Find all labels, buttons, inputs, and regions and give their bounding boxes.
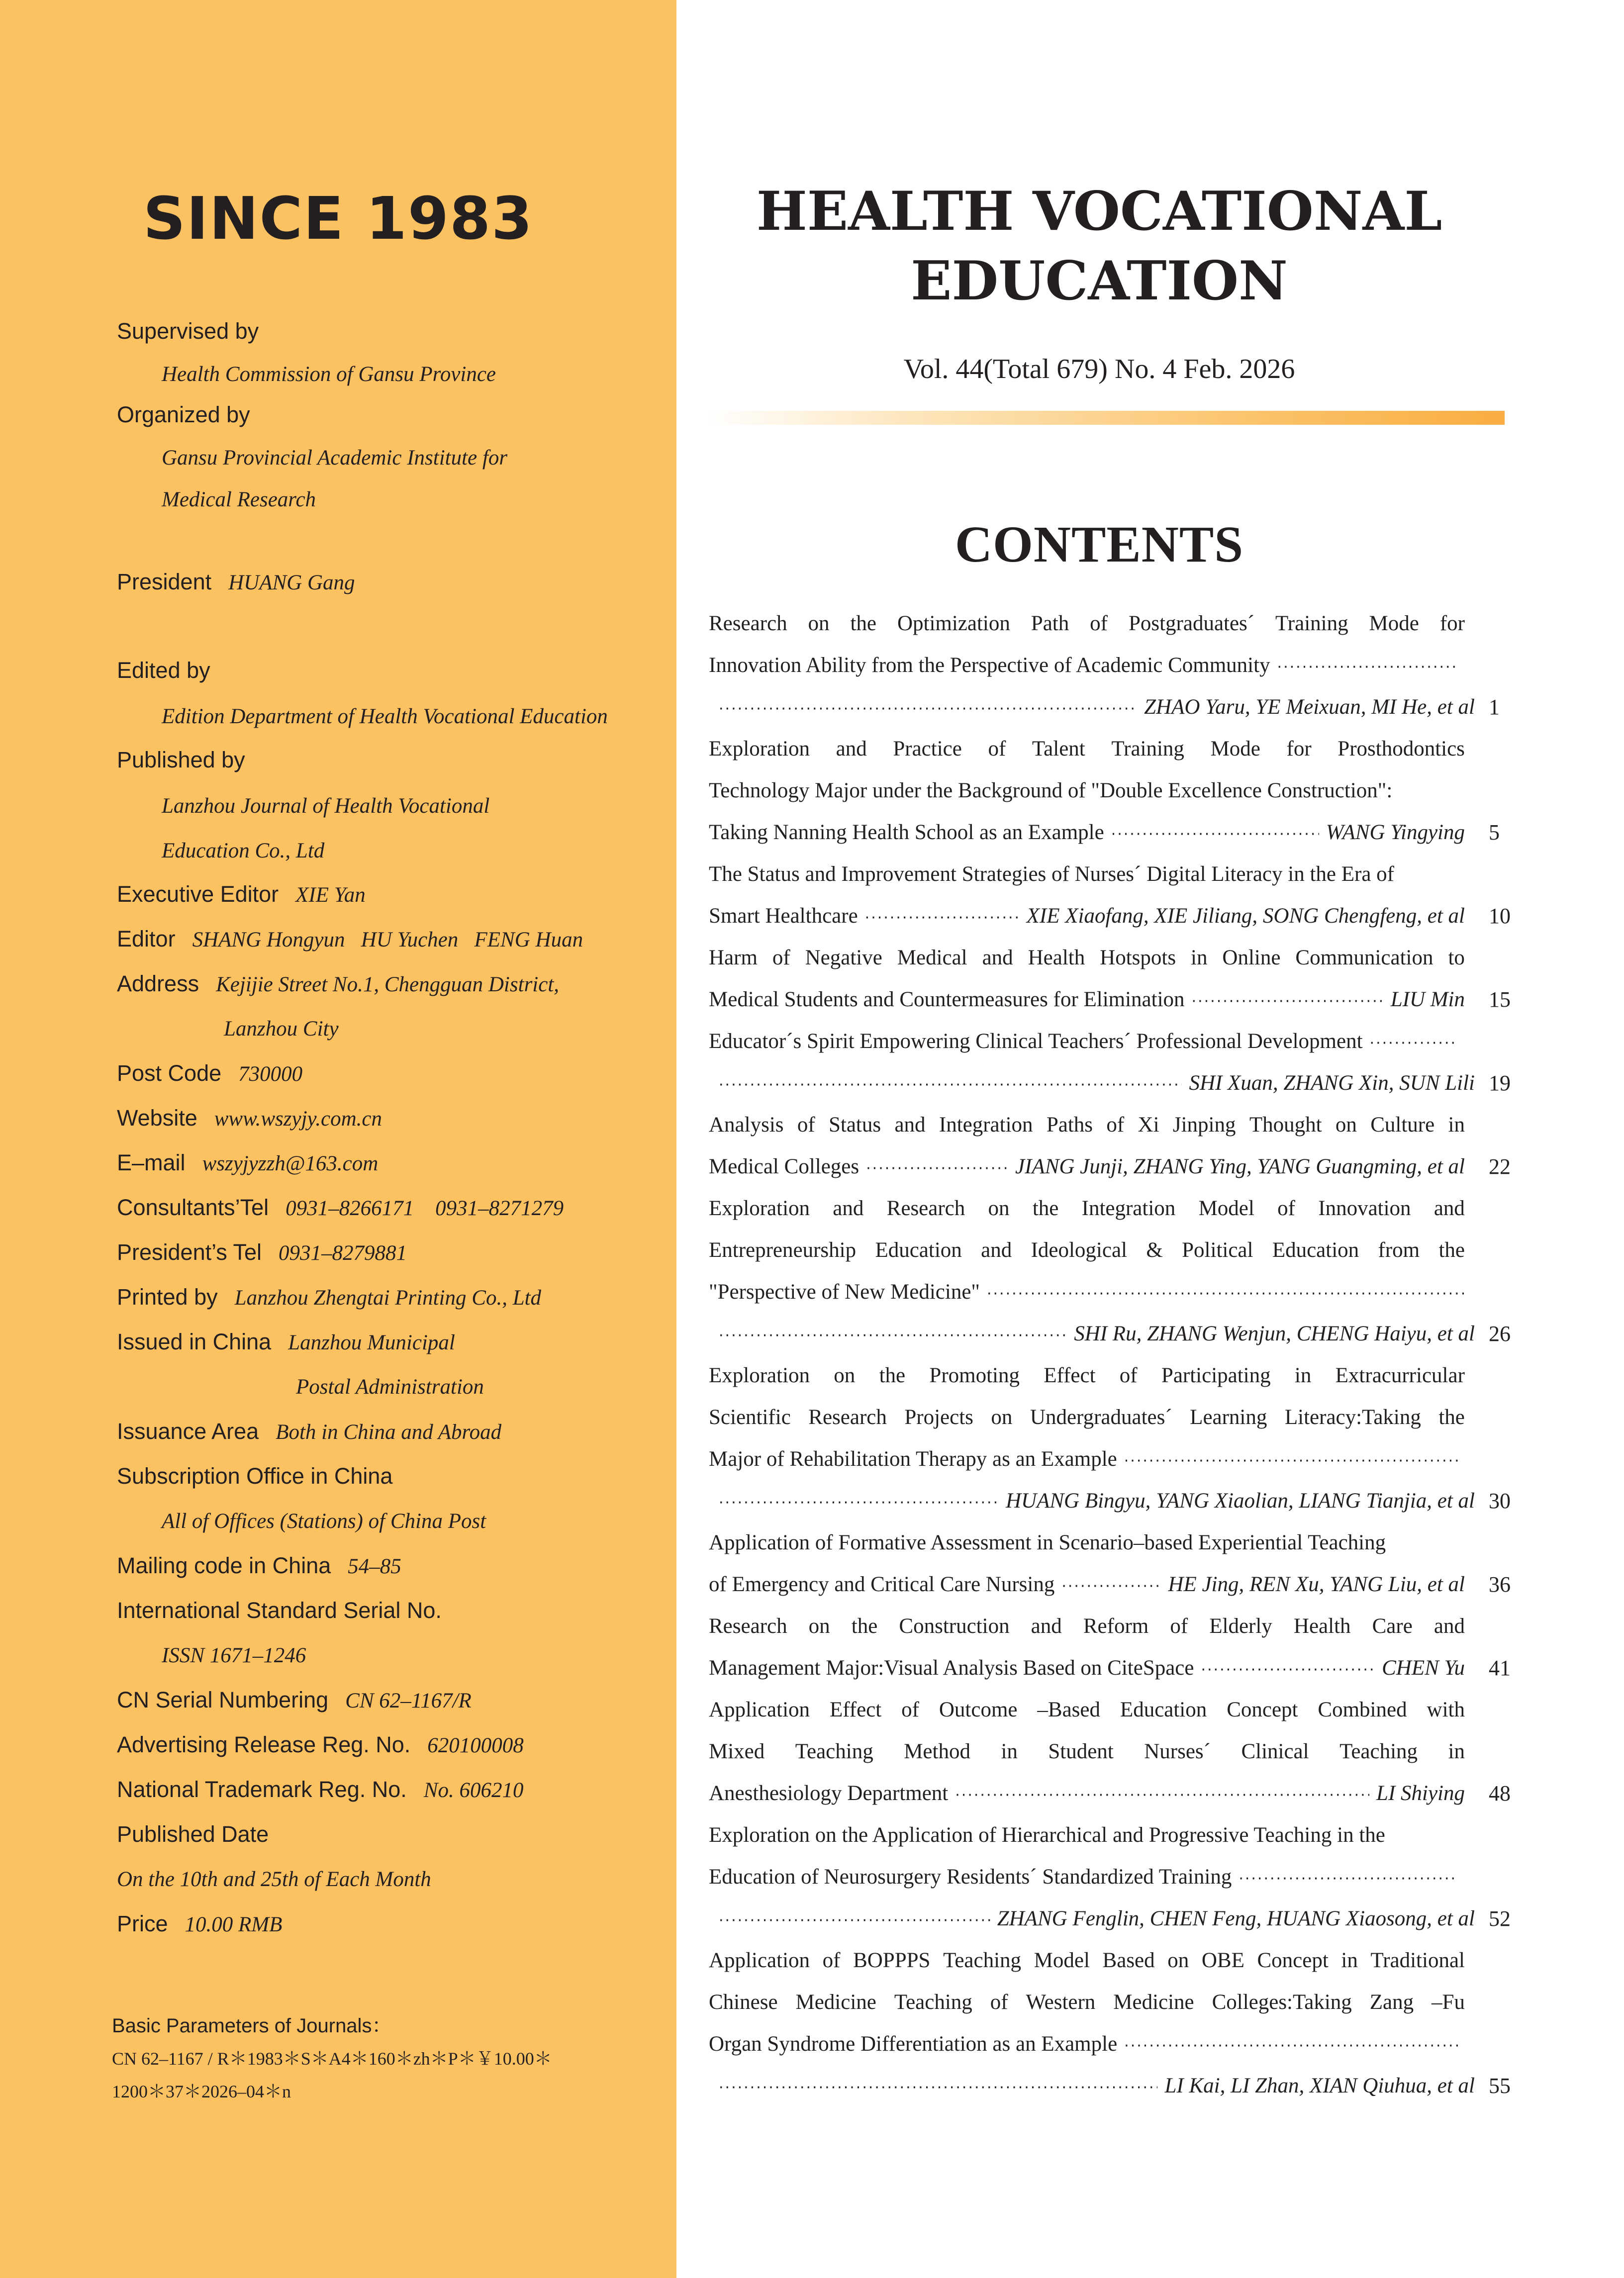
issn-label: International Standard Serial No. xyxy=(117,1598,442,1623)
issuance-area-label: Issuance Area Both in China and Abroad xyxy=(117,1419,502,1444)
params-line-2: 1200＊37＊2026–04＊n xyxy=(112,2082,291,2101)
toc-title-line-1: Exploration on the Application of Hierarchical and Progressive Teaching in the xyxy=(709,1823,1385,1847)
journal-parameters xyxy=(112,2009,552,2108)
toc-word: of xyxy=(990,1991,1008,2014)
toc-page: 26 xyxy=(1489,1322,1511,1346)
toc-word: on xyxy=(834,1364,856,1387)
toc-word: Mode xyxy=(1369,612,1419,635)
presidents-tel-value: 0931–8279881 xyxy=(279,1241,407,1265)
leader-dots xyxy=(865,897,1020,939)
printed-by-label: Printed by Lanzhou Zhengtai Printing Co., Ltd xyxy=(117,1284,542,1310)
subscription-value: All of Offices (Stations) of China Post xyxy=(162,1510,486,1533)
toc-word: Education xyxy=(1272,1238,1359,1262)
toc-page: 30 xyxy=(1489,1489,1511,1513)
contents-heading: CONTENTS xyxy=(955,516,1244,573)
toc-title-line-2: Smart Healthcare xyxy=(709,904,858,928)
toc-word: Teaching xyxy=(795,1740,873,1763)
toc-word: and xyxy=(1031,1614,1062,1638)
toc-word: the xyxy=(851,1614,878,1638)
toc-word: Concept xyxy=(1257,1949,1329,1972)
presidents-tel-label: President’s Tel 0931–8279881 xyxy=(117,1239,407,1265)
journal-title xyxy=(676,177,1522,316)
toc-line xyxy=(709,812,1500,854)
toc-page: 55 xyxy=(1489,2074,1511,2098)
toc-word: BOPPPS xyxy=(853,1949,931,1972)
toc-word: Application xyxy=(709,1698,810,1721)
toc-word: the xyxy=(850,612,876,635)
toc-word: and xyxy=(836,737,867,760)
toc-word: Western xyxy=(1026,1991,1096,2014)
toc-page: 10 xyxy=(1489,904,1511,928)
toc-page: 48 xyxy=(1489,1781,1511,1805)
toc-word: Exploration xyxy=(709,737,810,760)
leader-dots xyxy=(866,1148,1008,1190)
toc-word: and xyxy=(894,1113,926,1137)
address-value-1: Kejijie Street No.1, Chengguan District, xyxy=(216,973,560,996)
toc-word: to xyxy=(1448,946,1465,969)
published-by-label: Published by xyxy=(117,747,245,772)
toc-word: Status xyxy=(828,1113,881,1137)
toc-word: Teaching xyxy=(943,1949,1022,1972)
toc-word: Participating xyxy=(1161,1364,1271,1387)
toc-line xyxy=(709,1146,1511,1188)
toc-word: and xyxy=(981,1238,1012,1262)
toc-word: Literacy:Taking xyxy=(1284,1406,1421,1429)
published-by-value-2: Education Co., Ltd xyxy=(162,839,325,862)
toc-page: 1 xyxy=(1489,695,1500,719)
toc-word: Effect xyxy=(1044,1364,1096,1387)
toc-word: Research xyxy=(886,1197,965,1220)
toc-title-line-3: "Perspective of New Medicine" xyxy=(709,1280,980,1304)
toc-word: –Based xyxy=(1037,1698,1100,1721)
toc-authors: ZHAO Yaru, YE Meixuan, MI He, et al xyxy=(1144,695,1475,719)
toc-word: Teaching xyxy=(1339,1740,1418,1763)
toc-page: 52 xyxy=(1489,1906,1511,1931)
toc-line xyxy=(709,1940,1465,1982)
issuance-area-value: Both in China and Abroad xyxy=(276,1421,502,1444)
toc-page: 19 xyxy=(1489,1071,1511,1095)
toc-title-line-2: of Emergency and Critical Care Nursing xyxy=(709,1573,1055,1596)
trademark-label: National Trademark Reg. No. No. 606210 xyxy=(117,1777,524,1802)
toc-title-line-3: Taking Nanning Health School as an Example xyxy=(709,821,1104,844)
printed-by-value: Lanzhou Zhengtai Printing Co., Ltd xyxy=(234,1286,542,1310)
toc-word: Model xyxy=(1198,1197,1254,1220)
toc-title-line-1: Educator´s Spirit Empowering Clinical Teachers´ Professional Development xyxy=(709,1030,1363,1053)
toc-word: Culture xyxy=(1370,1113,1435,1137)
toc-word: in xyxy=(1294,1364,1312,1387)
toc-word: Communication xyxy=(1295,946,1433,969)
toc-word: –Fu xyxy=(1432,1991,1465,2014)
toc-word: Integration xyxy=(939,1113,1033,1137)
toc-line xyxy=(709,937,1465,979)
toc-line xyxy=(709,1313,1511,1355)
toc-word: Combined xyxy=(1318,1698,1407,1721)
toc-word: and xyxy=(833,1197,864,1220)
consultants-tel-label: Consultants’Tel 0931–8266171 0931–8271279 xyxy=(117,1195,564,1220)
supervised-by-value: Health Commission of Gansu Province xyxy=(162,363,496,386)
leader-dots xyxy=(719,2067,1157,2109)
cn-value: CN 62–1167/R xyxy=(345,1689,472,1712)
toc-word: Health xyxy=(1028,946,1085,969)
toc-authors: HUANG Bingyu, YANG Xiaolian, LIANG Tianjia, et al xyxy=(1005,1489,1475,1513)
organized-by-value-1: Gansu Provincial Academic Institute for xyxy=(162,446,508,470)
toc-word: on xyxy=(1335,1113,1357,1137)
toc-word: Care xyxy=(1372,1614,1413,1638)
toc-word: of xyxy=(1090,612,1108,635)
toc-page: 15 xyxy=(1489,987,1511,1012)
toc-word: and xyxy=(1433,1614,1465,1638)
toc-word: Nurses´ xyxy=(1144,1740,1211,1763)
trademark-value: No. 606210 xyxy=(423,1779,524,1802)
toc-word: Undergraduates´ xyxy=(1030,1406,1172,1429)
leader-dots xyxy=(719,1315,1067,1357)
toc-word: Health xyxy=(1293,1614,1351,1638)
toc-word: Extracurricular xyxy=(1335,1364,1465,1387)
toc-word: Postgraduates´ xyxy=(1128,612,1255,635)
supervised-by-label: Supervised by xyxy=(117,318,259,344)
leader-dots xyxy=(1277,647,1458,688)
toc-line xyxy=(709,1522,1505,1564)
toc-word: Concept xyxy=(1227,1698,1298,1721)
toc-page: 36 xyxy=(1489,1572,1511,1597)
toc-word: Method xyxy=(904,1740,970,1763)
cn-label: CN Serial Numbering CN 62–1167/R xyxy=(117,1687,472,1712)
toc-word: Training xyxy=(1275,612,1348,635)
toc-word: Jinping xyxy=(1172,1113,1236,1137)
toc-word: Xi xyxy=(1138,1113,1159,1137)
toc-word: Practice xyxy=(893,737,962,760)
toc-line xyxy=(709,1188,1465,1230)
toc-word: Entrepreneurship xyxy=(709,1238,857,1262)
toc-word: in xyxy=(1191,946,1208,969)
toc-word: Colleges:Taking xyxy=(1212,1991,1352,2014)
email-label: E–mail wszyjyzzh@163.com xyxy=(117,1150,379,1175)
toc-word: Reform xyxy=(1083,1614,1149,1638)
advertising-label: Advertising Release Reg. No. 620100008 xyxy=(117,1732,524,1757)
toc-line xyxy=(709,1438,1465,1480)
editor-value: SHANG Hongyun HU Yuchen FENG Huan xyxy=(192,928,583,951)
toc-word: in xyxy=(1448,1113,1465,1137)
journal-title-line-1: HEALTH VOCATIONAL xyxy=(756,180,1442,243)
toc-line xyxy=(709,1062,1511,1104)
toc-word: Learning xyxy=(1190,1406,1267,1429)
toc-line xyxy=(709,1731,1465,1773)
address-label: Address Kejijie Street No.1, Chengguan District, xyxy=(117,971,560,996)
toc-line xyxy=(709,2023,1465,2065)
toc-authors: HE Jing, REN Xu, YANG Liu, et al xyxy=(1168,1573,1465,1596)
toc-word: of xyxy=(1170,1614,1188,1638)
published-date-value: On the 10th and 25th of Each Month xyxy=(117,1868,431,1891)
issued-value-2: Postal Administration xyxy=(296,1375,484,1399)
toc-word: Effect xyxy=(829,1698,882,1721)
toc-word: Education xyxy=(875,1238,962,1262)
president-label: President HUANG Gang xyxy=(117,569,355,594)
toc-word: Research xyxy=(709,612,787,635)
toc-word: Chinese xyxy=(709,1991,778,2014)
toc-authors: LI Kai, LI Zhan, XIAN Qiuhua, et al xyxy=(1164,2074,1475,2097)
toc-line xyxy=(709,1564,1511,1606)
toc-word: the xyxy=(1032,1197,1059,1220)
params-line-1: CN 62–1167 / R＊1983＊S＊A4＊160＊zh＊P＊￥10.00＊ xyxy=(112,2049,552,2069)
leader-dots xyxy=(955,1775,1369,1816)
toc-word: Mixed xyxy=(709,1740,765,1763)
toc-authors: SHI Ru, ZHANG Wenjun, CHENG Haiyu, et al xyxy=(1074,1322,1475,1345)
toc-word: Hotspots xyxy=(1100,946,1176,969)
toc-line xyxy=(709,1480,1511,1522)
mailing-code-label: Mailing code in China 54–85 xyxy=(117,1553,401,1578)
leader-dots xyxy=(1201,1649,1375,1691)
price-value: 10.00 RMB xyxy=(185,1913,283,1936)
leader-dots xyxy=(719,1482,999,1524)
toc-line xyxy=(709,1021,1465,1062)
masthead-info xyxy=(0,0,676,2278)
toc-title-line-1: The Status and Improvement Strategies of Nurses´ Digital Literacy in the Era of xyxy=(709,862,1394,886)
toc-line xyxy=(709,854,1505,895)
toc-word: Scientific xyxy=(709,1406,791,1429)
edited-by-value: Edition Department of Health Vocational Education xyxy=(162,705,608,728)
toc-word: on xyxy=(808,1614,830,1638)
executive-editor-value: XIE Yan xyxy=(295,883,366,907)
leader-dots xyxy=(987,1273,1465,1315)
toc-word: of xyxy=(988,737,1006,760)
toc-word: of xyxy=(1277,1197,1295,1220)
leader-dots xyxy=(1370,1023,1458,1064)
toc-word: Integration xyxy=(1081,1197,1176,1220)
published-by-value-1: Lanzhou Journal of Health Vocational xyxy=(162,794,490,818)
toc-word: Outcome xyxy=(939,1698,1018,1721)
consultants-tel-value: 0931–8266171 0931–8271279 xyxy=(286,1197,564,1220)
toc-word: of xyxy=(772,946,790,969)
toc-line xyxy=(709,1606,1465,1647)
toc-word: Promoting xyxy=(929,1364,1020,1387)
toc-word: Construction xyxy=(899,1614,1010,1638)
toc-word: Talent xyxy=(1032,737,1085,760)
toc-word: in xyxy=(1001,1740,1018,1763)
toc-word: OBE xyxy=(1201,1949,1244,1972)
toc-word: the xyxy=(1438,1238,1465,1262)
toc-word: Paths xyxy=(1046,1113,1093,1137)
toc-word: Mode xyxy=(1210,737,1260,760)
toc-word: Application xyxy=(709,1949,810,1972)
post-code-value: 730000 xyxy=(238,1062,303,1086)
toc-line xyxy=(709,686,1500,728)
toc-line xyxy=(709,1856,1465,1898)
toc-word: Negative xyxy=(805,946,882,969)
toc-title-line-2: Management Major:Visual Analysis Based on CiteSpace xyxy=(709,1656,1194,1680)
toc-line xyxy=(709,895,1511,937)
toc-word: Clinical xyxy=(1241,1740,1309,1763)
toc-title-line-3: Major of Rehabilitation Therapy as an Example xyxy=(709,1447,1117,1471)
gradient-divider xyxy=(709,411,1505,425)
toc-word: on xyxy=(1167,1949,1189,1972)
toc-authors: ZHANG Fenglin, CHEN Feng, HUANG Xiaosong, et al xyxy=(997,1907,1475,1930)
editor-label: Editor SHANG Hongyun HU Yuchen FENG Huan xyxy=(117,926,583,951)
toc-line xyxy=(709,728,1465,770)
toc-word: in xyxy=(1341,1949,1358,1972)
toc-authors: SHI Xuan, ZHANG Xin, SUN Lili xyxy=(1189,1071,1475,1095)
issued-value-1: Lanzhou Municipal xyxy=(288,1331,455,1354)
toc-word: Optimization xyxy=(897,612,1010,635)
toc-word: Path xyxy=(1031,612,1069,635)
toc-word: Model xyxy=(1034,1949,1090,1972)
toc-page: 41 xyxy=(1489,1656,1511,1680)
journal-title-line-2: EDUCATION xyxy=(911,250,1288,312)
toc-word: Research xyxy=(808,1406,887,1429)
toc-word: from xyxy=(1378,1238,1420,1262)
toc-word: & xyxy=(1146,1238,1163,1262)
toc-title-line-2: Education of Neurosurgery Residents´ Standardized Training xyxy=(709,1865,1232,1889)
toc-title-line-1: Application of Formative Assessment in Scenario–based Experiential Teaching xyxy=(709,1531,1386,1554)
volume-info: Vol. 44(Total 679) No. 4 Feb. 2026 xyxy=(903,354,1295,384)
leader-dots xyxy=(1111,814,1319,855)
toc-line xyxy=(709,645,1465,686)
toc-authors: LI Shiying xyxy=(1376,1782,1465,1805)
toc-word: Zang xyxy=(1369,1991,1414,2014)
toc-authors: CHEN Yu xyxy=(1382,1656,1465,1680)
toc-word: and xyxy=(1433,1197,1465,1220)
toc-word: Exploration xyxy=(709,1364,810,1387)
toc-authors: JIANG Junji, ZHANG Ying, YANG Guangming, et al xyxy=(1015,1155,1465,1178)
toc-word: on xyxy=(988,1197,1010,1220)
toc-word: on xyxy=(808,612,830,635)
leader-dots xyxy=(1239,1858,1458,1900)
leader-dots xyxy=(1124,2025,1458,2067)
toc-word: Projects xyxy=(904,1406,973,1429)
toc-line xyxy=(709,1773,1511,1814)
toc-line xyxy=(709,1104,1465,1146)
toc-word: of xyxy=(822,1949,841,1972)
toc-word: Political xyxy=(1182,1238,1253,1262)
toc-authors: XIE Xiaofang, XIE Jiliang, SONG Chengfeng, et al xyxy=(1026,904,1465,928)
website-value: www.wszyjy.com.cn xyxy=(214,1107,382,1131)
toc-authors: LIU Min xyxy=(1390,988,1465,1011)
toc-title-line-2: Medical Students and Countermeasures for Elimination xyxy=(709,988,1185,1011)
post-code-label: Post Code 730000 xyxy=(117,1060,303,1086)
toc-line xyxy=(709,1689,1465,1731)
leader-dots xyxy=(1061,1566,1161,1608)
table-of-contents xyxy=(709,603,1511,2107)
toc-line xyxy=(709,1397,1465,1438)
website-label: Website www.wszyjy.com.cn xyxy=(117,1105,382,1131)
executive-editor-label: Executive Editor XIE Yan xyxy=(117,881,366,907)
toc-word: the xyxy=(1438,1406,1465,1429)
toc-line xyxy=(709,979,1511,1021)
toc-word: Based xyxy=(1102,1949,1155,1972)
toc-line xyxy=(709,1355,1465,1397)
toc-title-line-3: Organ Syndrome Differentiation as an Example xyxy=(709,2032,1118,2056)
toc-word: with xyxy=(1427,1698,1465,1721)
toc-title-line-2: Technology Major under the Background of "Double Excellence Construction": xyxy=(709,779,1393,802)
advertising-value: 620100008 xyxy=(427,1734,524,1757)
toc-word: of xyxy=(1119,1364,1138,1387)
toc-word: Exploration xyxy=(709,1197,810,1220)
toc-line xyxy=(709,1230,1465,1271)
toc-word: in xyxy=(1448,1740,1465,1763)
toc-page: 5 xyxy=(1489,820,1500,845)
toc-line xyxy=(709,770,1505,812)
issued-label: Issued in China Lanzhou Municipal xyxy=(117,1329,455,1354)
toc-word: Medical xyxy=(897,946,967,969)
toc-word: the xyxy=(879,1364,906,1387)
toc-word: Education xyxy=(1120,1698,1207,1721)
subscription-label: Subscription Office in China xyxy=(117,1463,393,1489)
toc-word: Student xyxy=(1048,1740,1114,1763)
toc-title-line-3: Anesthesiology Department xyxy=(709,1782,949,1805)
leader-dots xyxy=(1192,981,1384,1023)
toc-word: Ideological xyxy=(1031,1238,1127,1262)
toc-word: of xyxy=(901,1698,919,1721)
issn-value: ISSN 1671–1246 xyxy=(162,1644,306,1667)
toc-word: Analysis xyxy=(709,1113,784,1137)
toc-line xyxy=(709,2065,1511,2107)
toc-word: Innovation xyxy=(1318,1197,1411,1220)
toc-authors: WANG Yingying xyxy=(1326,821,1465,844)
leader-dots xyxy=(719,1900,990,1942)
toc-word: on xyxy=(991,1406,1013,1429)
organized-by-value-2: Medical Research xyxy=(162,488,316,511)
toc-word: Training xyxy=(1111,737,1184,760)
toc-title-line-2: Innovation Ability from the Perspective of Academic Community xyxy=(709,654,1270,677)
leader-dots xyxy=(719,688,1137,730)
address-value-2: Lanzhou City xyxy=(224,1017,339,1041)
toc-word: for xyxy=(1286,737,1312,760)
toc-word: Traditional xyxy=(1370,1949,1465,1972)
toc-line xyxy=(709,1898,1511,1940)
toc-line xyxy=(709,603,1465,645)
leader-dots xyxy=(1124,1440,1458,1482)
toc-page: 22 xyxy=(1489,1154,1511,1179)
since-heading: SINCE 1983 xyxy=(143,184,534,253)
toc-word: Harm xyxy=(709,946,758,969)
toc-word: Research xyxy=(709,1614,787,1638)
toc-word: Online xyxy=(1222,946,1281,969)
leader-dots xyxy=(719,1064,1182,1106)
toc-word: Thought xyxy=(1249,1113,1322,1137)
toc-word: Elderly xyxy=(1209,1614,1272,1638)
toc-word: Medicine xyxy=(795,1991,876,2014)
toc-word: of xyxy=(797,1113,815,1137)
toc-title-line-2: Medical Colleges xyxy=(709,1155,860,1178)
toc-word: for xyxy=(1439,612,1465,635)
params-label: Basic Parameters of Journals： xyxy=(112,2015,392,2037)
toc-word: and xyxy=(982,946,1013,969)
edited-by-label: Edited by xyxy=(117,658,210,683)
price-label: Price 10.00 RMB xyxy=(117,1911,283,1936)
toc-line xyxy=(709,1814,1505,1856)
president-value: HUANG Gang xyxy=(228,571,355,594)
toc-word: of xyxy=(1106,1113,1125,1137)
toc-word: Prosthodontics xyxy=(1337,737,1465,760)
email-value: wszyjyzzh@163.com xyxy=(202,1152,379,1175)
toc-line xyxy=(709,1982,1465,2023)
toc-line xyxy=(709,1647,1511,1689)
toc-word: Teaching xyxy=(894,1991,972,2014)
mailing-code-value: 54–85 xyxy=(348,1555,401,1578)
published-date-label: Published Date xyxy=(117,1821,269,1847)
toc-word: Medicine xyxy=(1113,1991,1194,2014)
organized-by-label: Organized by xyxy=(117,402,250,427)
toc-line xyxy=(709,1271,1465,1313)
